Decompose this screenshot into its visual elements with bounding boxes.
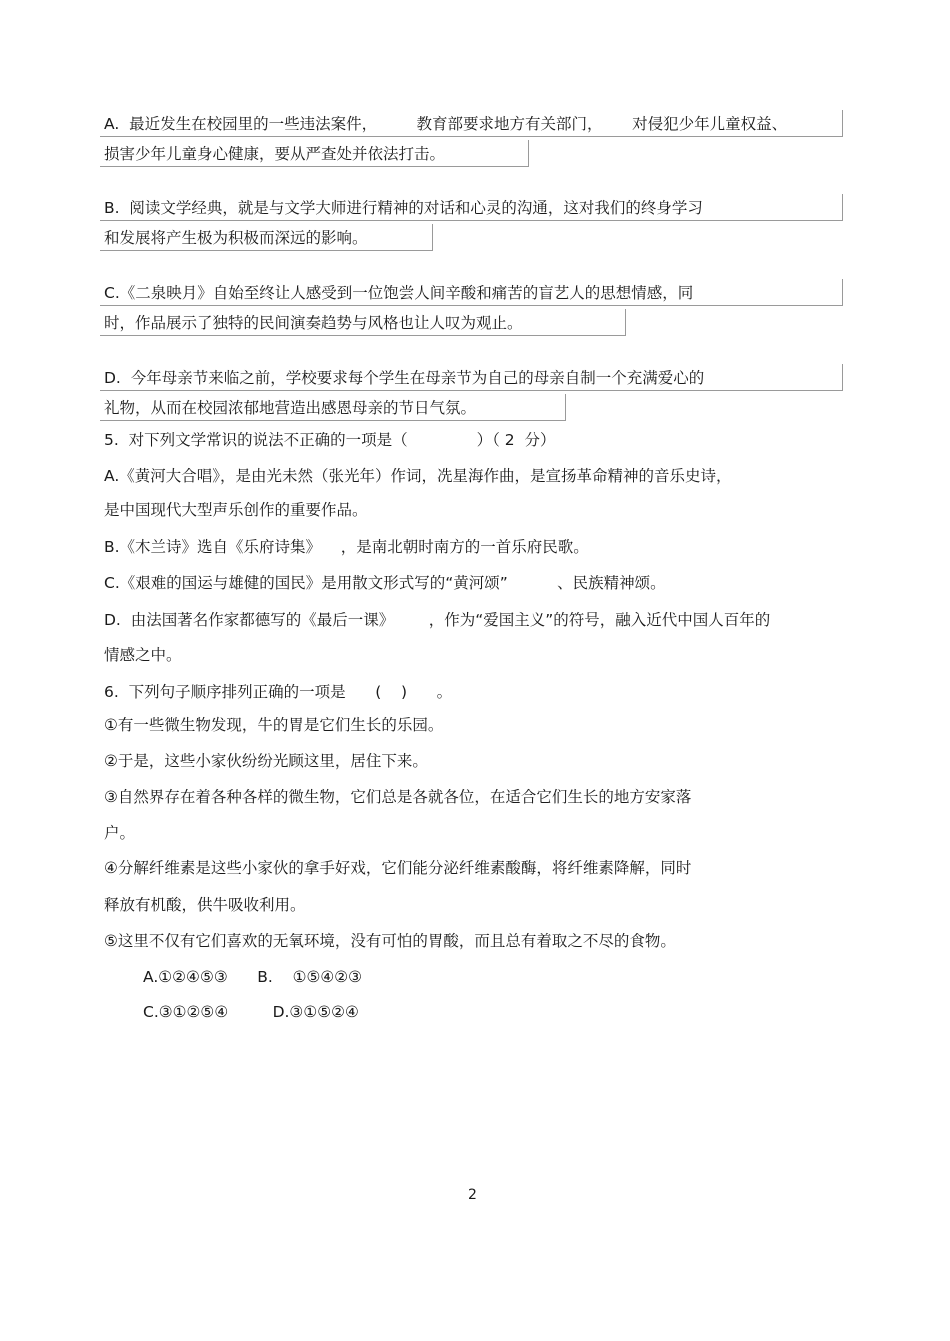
q6-sentence-3-line1: ③自然界存在着各种各样的微生物，它们总是各就各位，在适合它们生长的地方安家落 bbox=[104, 788, 692, 806]
q6-options-ab: A.①②④⑤③ B. ①⑤④②③ bbox=[143, 968, 363, 986]
q5-option-d-line1: D. 由法国著名作家都德写的《最后一课》 ，作为“爱国主义”的符号，融入近代中国人百年的 bbox=[104, 611, 771, 629]
q6-sentence-4-line1: ④分解纤维素是这些小家伙的拿手好戏，它们能分泌纤维素酸酶，将纤维素降解，同时 bbox=[104, 859, 692, 877]
q5-option-b: B.《木兰诗》选自《乐府诗集》 ，是南北朝时南方的一首乐府民歌。 bbox=[104, 538, 589, 556]
q5-option-d-line2: 情感之中。 bbox=[104, 646, 182, 664]
page-number: 2 bbox=[468, 1187, 477, 1203]
option-b-line1: B. 阅读文学经典，就是与文学大师进行精神的对话和心灵的沟通，这对我们的终身学习 bbox=[104, 199, 703, 217]
q6-stem: 6. 下列句子顺序排列正确的一项是 ( ) 。 bbox=[104, 683, 453, 701]
q5-stem: 5. 对下列文学常识的说法不正确的一项是（ ）（ 2 分） bbox=[104, 431, 556, 449]
option-d-line1: D. 今年母亲节来临之前，学校要求每个学生在母亲节为自己的母亲自制一个充满爱心的 bbox=[104, 369, 705, 387]
q5-option-c: C.《艰难的国运与雄健的国民》是用散文形式写的“黄河颂” 、民族精神颂。 bbox=[104, 574, 666, 592]
q5-option-a-line1: A.《黄河大合唱》，是由光未然（张光年）作词，冼星海作曲，是宣扬革命精神的音乐史诗， bbox=[104, 467, 732, 485]
q6-options-cd: C.③①②⑤④ D.③①⑤②④ bbox=[143, 1003, 359, 1021]
q6-sentence-4-line2: 释放有机酸，供牛吸收利用。 bbox=[104, 896, 306, 914]
option-d-line2: 礼物，从而在校园浓郁地营造出感恩母亲的节日气氛。 bbox=[104, 399, 477, 417]
option-a-line2: 损害少年儿童身心健康，要从严查处并依法打击。 bbox=[104, 145, 446, 163]
option-b-line2: 和发展将产生极为积极而深远的影响。 bbox=[104, 229, 368, 247]
option-a-line1: A. 最近发生在校园里的一些违法案件， 教育部要求地方有关部门， 对侵犯少年儿童权益、 bbox=[104, 115, 788, 133]
q6-sentence-1: ①有一些微生物发现，牛的胃是它们生长的乐园。 bbox=[104, 716, 444, 734]
option-c-line2: 时，作品展示了独特的民间演奏趋势与风格也让人叹为观止。 bbox=[104, 314, 523, 332]
q6-sentence-2: ②于是，这些小家伙纷纷光顾这里，居住下来。 bbox=[104, 752, 428, 770]
q6-sentence-5: ⑤这里不仅有它们喜欢的无氧环境，没有可怕的胃酸，而且总有着取之不尽的食物。 bbox=[104, 932, 676, 950]
q5-option-a-line2: 是中国现代大型声乐创作的重要作品。 bbox=[104, 501, 368, 519]
option-c-line1: C.《二泉映月》自始至终让人感受到一位饱尝人间辛酸和痛苦的盲艺人的思想情感，同 bbox=[104, 284, 694, 302]
q6-sentence-3-line2: 户。 bbox=[104, 824, 136, 842]
